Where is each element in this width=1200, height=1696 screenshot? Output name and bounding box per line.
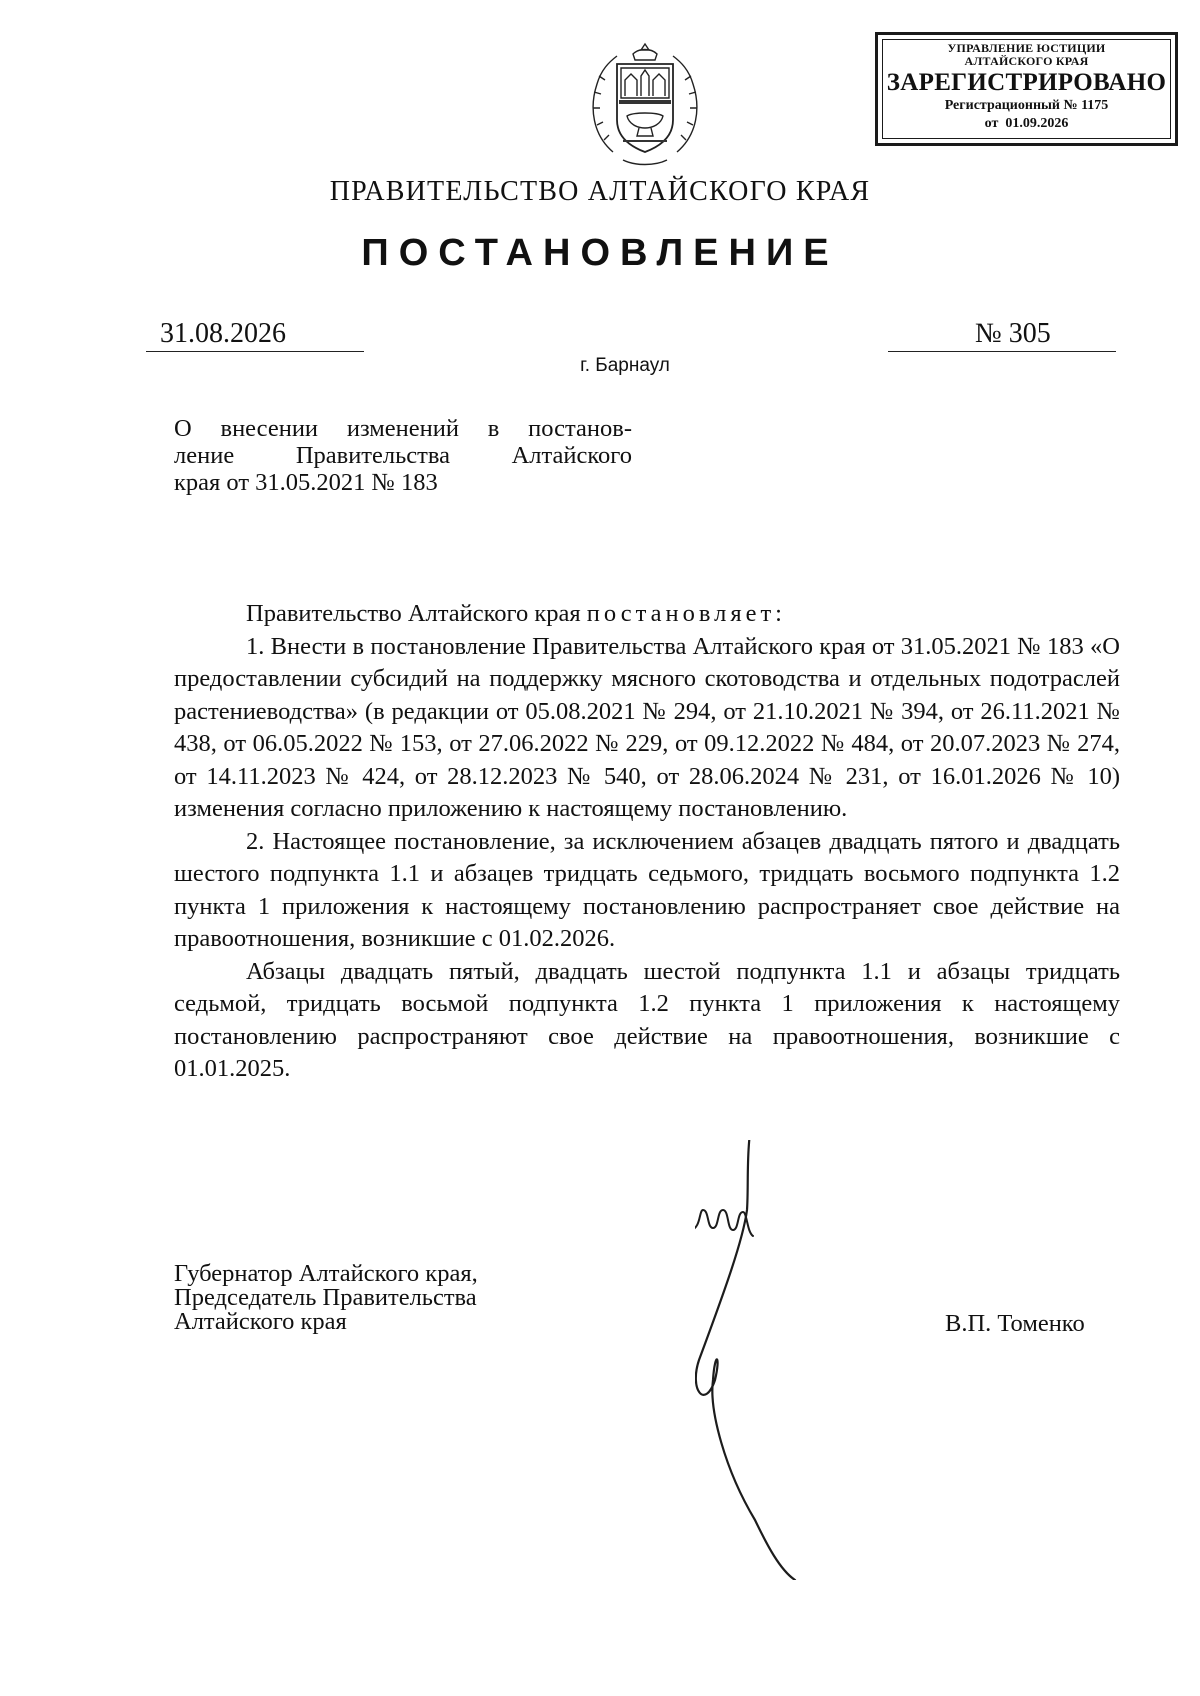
stamp-org-line2: АЛТАЙСКОГО КРАЯ — [964, 54, 1089, 68]
signer-title-line: Алтайского края — [174, 1308, 347, 1335]
body-intro — [174, 598, 1120, 631]
subject-line: края от 31.05.2021 № 183 — [174, 469, 438, 496]
document-subject — [174, 415, 632, 496]
document-type: ПОСТАНОВЛЕНИЕ — [361, 232, 839, 274]
signer-title-line: Председатель Правительства — [174, 1284, 477, 1311]
subject-line: О внесении изменений в постанов- — [174, 415, 632, 442]
government-title: ПРАВИТЕЛЬСТВО АЛТАЙСКОГО КРАЯ — [329, 176, 871, 207]
number-underline — [888, 351, 1116, 352]
document-number: № 305 — [975, 318, 1051, 349]
stamp-reg-number: Регистрационный № 1175 — [944, 98, 1109, 113]
subject-line: ление Правительства Алтайского — [174, 442, 632, 469]
registration-stamp — [875, 32, 1178, 146]
date-underline — [146, 351, 364, 352]
signer-name: В.П. Томенко — [945, 1310, 1085, 1337]
signer-title — [174, 1262, 478, 1334]
body-item-1: 1. Внести в постановление Правительства Алтайского края от 31.05.2021 № 183 «О предоставлении субсидий на поддержку мясного скотоводства и отдельных подотраслей растениеводства» (в редакции от 05.08.2021 № 294, от 21.10.2021 № 394, от 26.11.2021 № 438, от 06.05.2022 № 153, от 27.06.2022 № 229, от 09.12.2022 № 484, от 20.07.2023 № 274, от 14.11.2023 № 424, от 28.12.2023 № 540, от 28.06.2024 № 231, от 16.01.2026 № 10) изменения согласно приложению к настоящему постановлению. — [174, 632, 1120, 822]
body-item-2-continued: Абзацы двадцать пятый, двадцать шестой подпункта 1.1 и абзацы тридцать седьмой, тридцать восьмой подпункта 1.2 пункта 1 приложения к настоящему постановлению распространяют свое действие на правоотношения, возникшие с 01.01.2025. — [174, 957, 1120, 1082]
body-item-2: 2. Настоящее постановление, за исключением абзацев двадцать пятого и двадцать шестого подпункта 1.1 и абзацев тридцать седьмого, тридцать восьмого подпункта 1.2 пункта 1 приложения к настоящему постановлению распространяет свое действие на правоотношения, возникшие с 01.02.2026. — [174, 827, 1120, 952]
intro-verb: постановляет: — [586, 600, 786, 627]
coat-of-arms-emblem — [583, 40, 707, 172]
stamp-date: от 01.09.2026 — [984, 116, 1069, 131]
document-date: 31.08.2026 — [160, 318, 286, 349]
handwritten-signature — [695, 1140, 855, 1580]
signer-title-line: Губернатор Алтайского края, — [174, 1260, 478, 1287]
document-body — [174, 598, 1120, 1086]
stamp-org-line1: УПРАВЛЕНИЕ ЮСТИЦИИ — [947, 41, 1106, 55]
stamp-status: ЗАРЕГИСТРИРОВАНО — [886, 69, 1167, 96]
intro-text: Правительство Алтайского края — [246, 600, 581, 627]
document-city: г. Барнаул — [580, 355, 670, 376]
